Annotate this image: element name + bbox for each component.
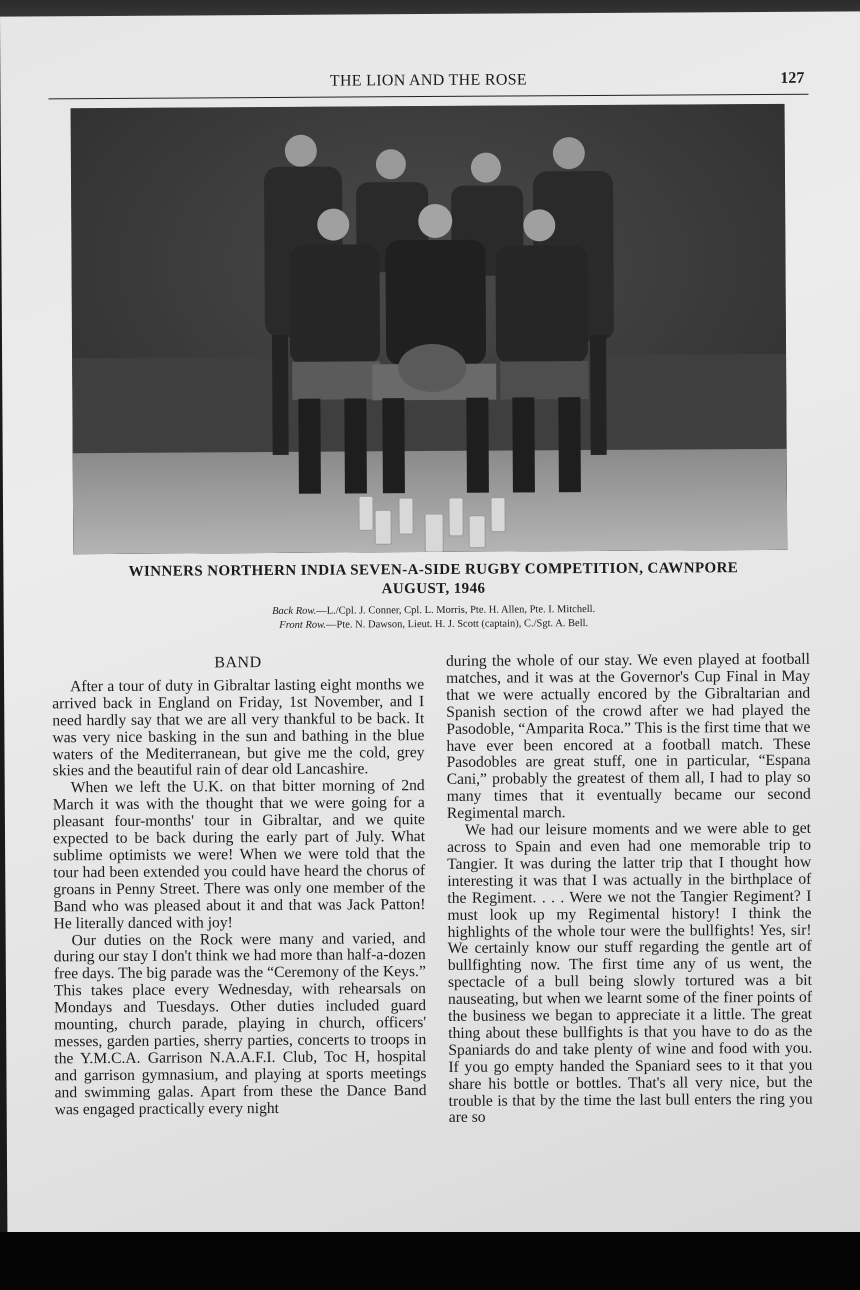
article-column-right xyxy=(446,652,813,1128)
caption-title-line-1: WINNERS NORTHERN INDIA SEVEN-A-SIDE RUGBY COMPETITION, CAWNPORE xyxy=(128,560,739,580)
team-photograph xyxy=(71,104,788,554)
running-header xyxy=(48,68,808,100)
paragraph: After a tour of duty in Gibraltar lasting eight months we arrived back in England on Friday, 1st November, and I need hardly say that we are all very thankful to be back. It was very nice basking in the sun and bathing in the blue waters of the Mediterranean, but give me the cold, grey skies and the beautiful rain of dear old Lancashire. xyxy=(52,675,425,780)
rugby-ball xyxy=(398,344,466,392)
caption-title-line-2: AUGUST, 1946 xyxy=(381,580,486,598)
paragraph: When we left the U.K. on that bitter morning of 2nd March it was with the thought that we were going for a pleasant four-months' tour in Gibraltar, and we quite expected to be back during the early part of July. What sublime optimists we were! When we were told that the tour had been extended you could have heard the chorus of groans in Penny Street. There was only one member of the Band who was pleased about it and that was Jack Patton! He literally danced with joy! xyxy=(52,777,426,932)
page-number: 127 xyxy=(780,69,805,87)
back-row-names: —L./Cpl. J. Conner, Cpl. L. Morris, Pte. H. Allen, Pte. I. Mitchell. xyxy=(316,604,596,617)
team-photo-illustration xyxy=(71,104,788,554)
front-row-names: —Pte. N. Dawson, Lieut. H. J. Scott (captain), C./Sgt. A. Bell. xyxy=(325,618,589,631)
magazine-page xyxy=(0,11,860,1238)
running-title: THE LION AND THE ROSE xyxy=(329,71,528,90)
paragraph: Our duties on the Rock were many and varied, and during our stay I don't think we had more than half-a-dozen free days. The big parade was the “Ceremony of the Keys.” This takes place every Wednesday, with rehearsals on Mondays and Tuesdays. Other duties included guard mounting, church parade, playing in church, officers' messes, garden parties, sherry parties, concerts to troops in the Y.M.C.A. Garrison N.A.A.F.I. Club, Toc H, hospital and garrison gymnasium, and playing at sports meetings and swimming galas. Apart from these the Dance Band was engaged practically every night xyxy=(53,929,427,1118)
back-row-label: Back Row. xyxy=(272,605,317,617)
paragraph: We had our leisure moments and we were able to get across to Spain and even had one memorable trip to Tangier. It was during the latter trip that I thought how interesting it was that I was actually in the birthplace of the Regiment. . . . Were we not the Tangier Regiment? I must look up my Regimental history! I think the highlights of the whole tour were the bullfights! Yes, sir! We certainly know our stuff regarding the gentle art of bullfighting now. The first time any of us went, the spectacle of a bull being slowly tortured was a bit nauseating, but when we learnt some of the finer points of the business we began to appreciate it a little. The great thing about these bullfights is that you have to do as the Spaniards do and take plenty of wine and food with you. If you go empty handed the Spaniard sees to it that you share his bottle or bottles. That's all very nice, but the trouble is that by the time the last bull enters the ring you are so xyxy=(447,819,813,1127)
photo-caption-names xyxy=(64,602,804,635)
scan-backdrop-bottom xyxy=(0,1232,860,1290)
section-heading: BAND xyxy=(214,654,262,672)
paragraph: during the whole of our stay. We even played at football matches, and it was at the Governor's Cup Final in May that we were actually encored by the Gibraltarian and Spanish section of the crowd after we had played the Pasodoble, “Amparita Roca.” This is the first time that we have ever been encored at a football match. These Pasodobles are great stuff, one in particular, “Espana Cani,” probably the greatest of them all, I had to play so many times that it eventually became our second Regimental march. xyxy=(445,650,811,823)
photo-caption-title xyxy=(63,559,803,602)
article-column-left xyxy=(52,654,427,1119)
front-row-label: Front Row. xyxy=(279,619,326,631)
